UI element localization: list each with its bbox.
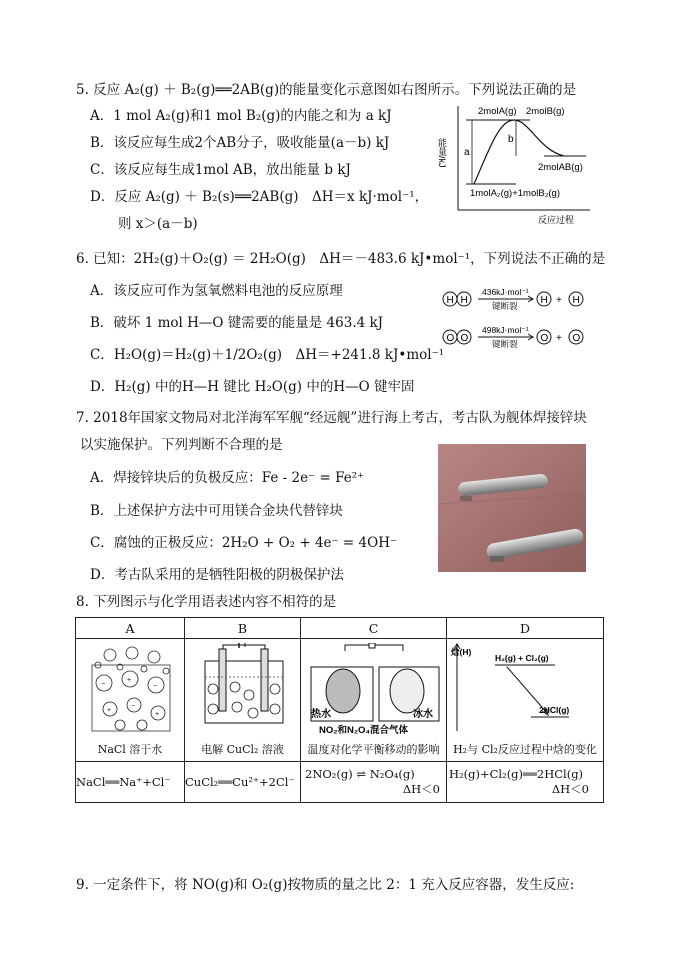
q8-equation-d: H₂(g)+Cl₂(g)══2HCl(g) [449, 767, 584, 781]
diag5-b: b [508, 134, 514, 145]
q9-stem: 9. 一定条件下，将 NO(g)和 O₂(g)按物质的量之比 2：1 充入反应容器，发生反应: [76, 877, 575, 893]
svg-text:+: + [155, 711, 160, 718]
q8-stem: 8. 下列图示与化学用语表述内容不相符的是 [76, 594, 337, 610]
bond-hh-plus: + [556, 295, 562, 306]
q7-option-b: B．上述保护方法中可用镁合金块代替锌块 [90, 503, 343, 519]
q5-option-d: D．反应 A₂(g) ＋ B₂(s)══2AB(g) ΔH＝x kJ·mol⁻¹， [90, 189, 429, 205]
q7-option-a: A．焊接锌块后的负极反应：Fe - 2e⁻ = Fe²⁺ [90, 470, 365, 486]
svg-text:−: − [131, 703, 136, 710]
q8-equation-b: CuCl₂══Cu²⁺+2Cl⁻ [185, 775, 295, 789]
q7-option-d: D．考古队采用的是牺牲阳极的阴极保护法 [90, 567, 344, 583]
q6-option-c: C．H₂O(g)＝H₂(g)＋1/2O₂(g) ΔH＝+241.8 kJ•mol⁻¹ [90, 347, 445, 363]
q8-eq-b [185, 762, 301, 803]
diag5-x-axis: 反应过程 [538, 215, 575, 225]
q6-option-d: D．H₂(g) 中的H—H 键比 H₂O(g) 中的H—O 键牢固 [90, 379, 415, 395]
bond-hh-energy: 436kJ·mol⁻¹ [482, 287, 529, 297]
bond-hh-product1: H [540, 295, 548, 306]
q8-equation-c: 2NO₂(g) ⇌ N₂O₄(g) [305, 767, 415, 781]
bond-hh-product2: H [572, 295, 580, 306]
svg-text:−: − [153, 683, 158, 690]
q7-stem-line2: 以实施保护。下列判断不合理的是 [80, 437, 283, 453]
ship-hull-zinc-photo [438, 444, 586, 572]
svg-text:−: − [101, 681, 106, 688]
bond-oo-right: O [460, 333, 469, 344]
bond-hh-label: 键断裂 [492, 301, 518, 311]
q8-caption-d: H₂与 Cl₂反应过程中焓的变化 [453, 743, 597, 756]
q8-header-d: D [447, 618, 604, 639]
q8-eq-a [76, 762, 185, 803]
c-gas-label: NO₂和N₂O₄混合气体 [319, 725, 408, 735]
c-cold-label: 冰水 [413, 709, 433, 720]
q5-option-d-cont: 则 x＞(a－b) [118, 216, 198, 232]
diag5-y-axis: 能量/kJ [437, 138, 447, 168]
diag5-a: a [464, 147, 470, 158]
bond-oo-diagram [438, 325, 598, 349]
q8-table [75, 617, 604, 803]
q8-delta-d: ΔH＜0 [551, 782, 589, 796]
q8-delta-c: ΔH＜0 [402, 782, 440, 796]
bond-hh-left: H [446, 295, 454, 306]
q8-equation-a: NaCl══Na⁺+Cl⁻ [76, 775, 171, 789]
bond-oo-label: 键断裂 [492, 339, 518, 349]
q8-eq-c [301, 762, 447, 803]
enthalpy-change-diagram [451, 643, 599, 735]
nacl-dissolving-diagram [80, 643, 180, 735]
q8-header-b: B [185, 618, 301, 639]
q8-header-a: A [76, 618, 185, 639]
bond-oo-plus: + [556, 333, 562, 344]
diag5-product: 2molAB(g) [538, 162, 583, 173]
q5-option-a: A．1 mol A₂(g)和1 mol B₂(g)的内能之和为 a kJ [90, 108, 392, 124]
energy-diagram [434, 100, 594, 225]
c-hot-label: 热水 [311, 709, 331, 720]
diag5-reactant: 1molA₂(g)+1molB₂(g) [470, 188, 560, 199]
q8-caption-c: 温度对化学平衡移动的影响 [307, 743, 440, 756]
q6-stem: 6. 已知：2H₂(g)＋O₂(g) ＝ 2H₂O(g) ΔH＝－483.6 kJ•mol⁻¹，下列说法不正确的是 [76, 251, 606, 267]
diag5-top-left: 2molA(g) [478, 106, 517, 117]
q7-option-c: C．腐蚀的正极反应：2H₂O + O₂ + 4e⁻ = 4OH⁻ [90, 535, 398, 551]
bond-hh-diagram [438, 287, 598, 311]
q8-cell-c [301, 639, 447, 762]
q8-cell-d [447, 639, 604, 762]
q8-eq-d [447, 762, 604, 803]
q8-caption-b: 电解 CuCl₂ 溶液 [201, 743, 284, 756]
bond-oo-product1: O [540, 333, 549, 344]
equilibrium-temperature-diagram [305, 643, 442, 735]
d-y-label: 焓(H) [451, 647, 472, 657]
q5-option-c: C．该反应每生成1mol AB，放出能量 b kJ [90, 162, 351, 178]
q8-cell-a [76, 639, 185, 762]
q5-option-b: B．该反应每生成2个AB分子，吸收能量(a－b) kJ [90, 135, 390, 151]
d-reactant-label: H₂(g) + Cl₂(g) [495, 653, 549, 663]
q8-caption-a: NaCl 溶于水 [97, 743, 163, 756]
svg-text:+: + [107, 707, 112, 714]
d-product-label: 2HCl(g) [539, 705, 570, 715]
q6-option-a: A．该反应可作为氢氧燃料电池的反应原理 [90, 283, 343, 299]
q8-header-c: C [301, 618, 447, 639]
q7-stem-line1: 7. 2018年国家文物局对北洋海军军舰“经远舰”进行海上考古，考古队为舰体焊接锌块 [76, 410, 587, 426]
electrolysis-diagram [189, 643, 296, 735]
bond-oo-product2: O [572, 333, 581, 344]
q8-cell-b [185, 639, 301, 762]
bond-hh-right: H [460, 295, 468, 306]
q6-option-b: B．破坏 1 mol H—O 键需要的能量是 463.4 kJ [90, 315, 384, 331]
svg-text:+: + [127, 677, 132, 684]
bond-oo-left: O [446, 333, 455, 344]
q5-stem: 5. 反应 A₂(g) ＋ B₂(g)══2AB(g)的能量变化示意图如右图所示。下列说法正确的是 [76, 82, 577, 98]
diag5-top-right: 2molB(g) [526, 106, 565, 117]
bond-oo-energy: 498kJ·mol⁻¹ [482, 325, 529, 335]
